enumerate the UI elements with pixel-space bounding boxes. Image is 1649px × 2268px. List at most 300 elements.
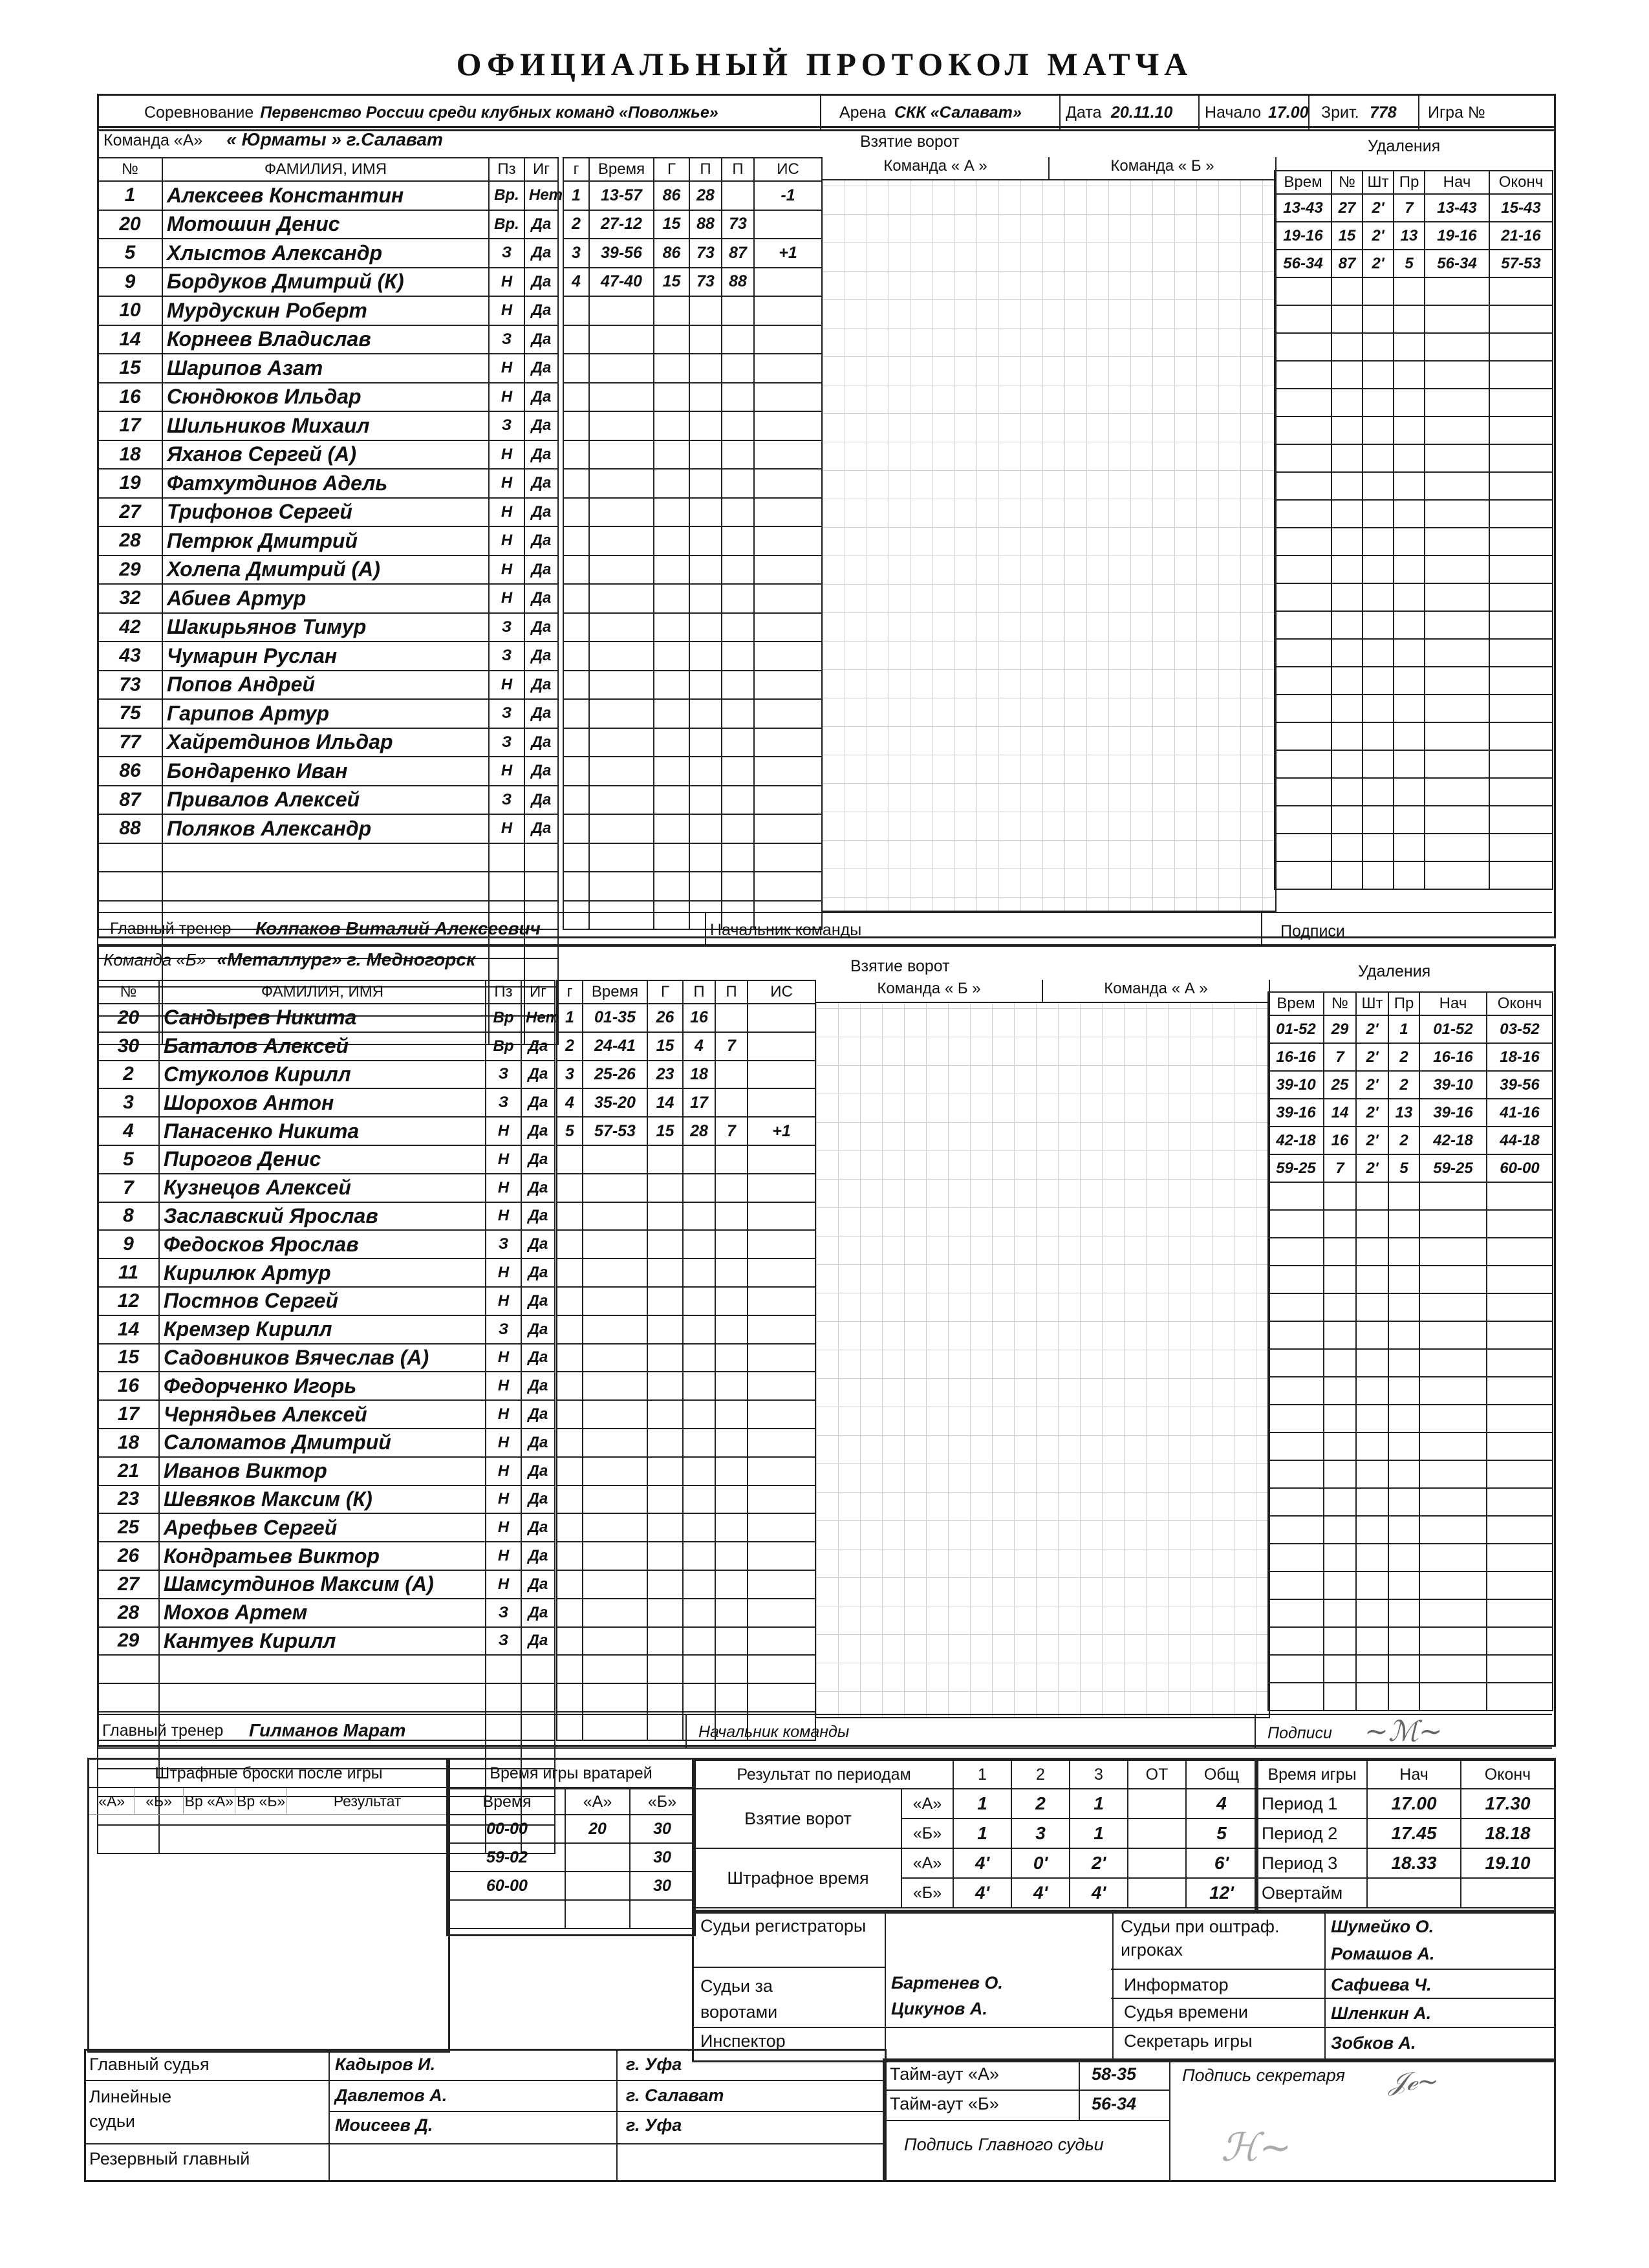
penalty-r bbox=[1394, 834, 1425, 861]
penalty-m bbox=[1356, 1238, 1388, 1266]
penalty-m: 2' bbox=[1363, 194, 1394, 222]
goal-assist-2 bbox=[722, 613, 754, 642]
goal-number bbox=[563, 872, 589, 901]
player-position: Н bbox=[486, 1400, 521, 1429]
penalty-e: 41-16 bbox=[1487, 1099, 1553, 1127]
table-row bbox=[98, 814, 558, 843]
penalty-r bbox=[1388, 1488, 1419, 1516]
table-row bbox=[1257, 1819, 1555, 1848]
player-number: 28 bbox=[98, 1599, 159, 1627]
goal-scorer: 86 bbox=[654, 239, 689, 268]
player-number: 27 bbox=[98, 498, 162, 527]
goal-assist-1 bbox=[689, 584, 722, 613]
goal-assist-2 bbox=[722, 699, 754, 728]
goal-is: +1 bbox=[748, 1117, 815, 1145]
period-value: 1 bbox=[1070, 1789, 1128, 1819]
start-label: Начало bbox=[1205, 103, 1262, 122]
team-b-side-b: Команда « Б » bbox=[816, 980, 1043, 1002]
goal-scorer bbox=[647, 1683, 683, 1712]
goal-assist-2 bbox=[715, 1287, 748, 1315]
table-row bbox=[98, 1230, 555, 1258]
table-row bbox=[1275, 583, 1553, 611]
team-b-name: «Металлург» г. Медногорск bbox=[217, 949, 476, 969]
penalty-r bbox=[1394, 861, 1425, 889]
table-row bbox=[98, 1117, 555, 1145]
goal-assist-1: 4 bbox=[683, 1032, 715, 1061]
goal-time bbox=[589, 383, 654, 412]
table-row bbox=[1268, 1655, 1553, 1683]
player-position: Н bbox=[489, 526, 524, 556]
table-row bbox=[563, 469, 822, 498]
player-played: Да bbox=[521, 1372, 555, 1400]
penalty-t bbox=[1275, 556, 1331, 583]
penalty-t bbox=[1268, 1182, 1324, 1210]
goal-scorer bbox=[647, 1258, 683, 1287]
player-played: Да bbox=[524, 411, 558, 440]
penalty-s bbox=[1425, 305, 1489, 333]
penalty-t bbox=[1268, 1266, 1324, 1293]
penalty-m: 2' bbox=[1356, 1154, 1388, 1182]
penalty-e bbox=[1487, 1349, 1553, 1377]
penalty-m bbox=[1363, 333, 1394, 361]
table-row bbox=[557, 1230, 815, 1258]
penalty-m bbox=[1356, 1599, 1388, 1627]
player-position: З bbox=[486, 1599, 521, 1627]
penalty-e bbox=[1487, 1432, 1553, 1460]
table-row bbox=[557, 1400, 815, 1429]
table-row bbox=[1268, 1154, 1553, 1182]
player-played: Да bbox=[524, 613, 558, 642]
penalty-m bbox=[1363, 389, 1394, 416]
penalty-s bbox=[1425, 333, 1489, 361]
goal-assist-2 bbox=[722, 181, 754, 210]
penalty-m: 2' bbox=[1363, 222, 1394, 250]
periods-title: Результат по периодам bbox=[695, 1760, 953, 1789]
player-position: З bbox=[486, 1627, 521, 1656]
penalty-t bbox=[1275, 750, 1331, 778]
table-row bbox=[557, 1683, 815, 1712]
goalie-col-header: «А» bbox=[565, 1789, 630, 1815]
player-name bbox=[159, 1655, 486, 1683]
goal-assist-2 bbox=[722, 498, 754, 527]
period-value bbox=[1128, 1878, 1186, 1908]
table-row bbox=[557, 1429, 815, 1457]
registrars-label: Судьи регистраторы bbox=[700, 1916, 867, 1936]
col-p-time: Врем bbox=[1268, 992, 1324, 1015]
penalty-n bbox=[1324, 1405, 1356, 1432]
player-number: 75 bbox=[98, 699, 162, 728]
goal-time bbox=[589, 440, 654, 470]
goal-time bbox=[583, 1287, 647, 1315]
penalty-r bbox=[1388, 1377, 1419, 1405]
team-a-label: Команда «А» bbox=[103, 131, 203, 149]
table-row bbox=[557, 1513, 815, 1542]
team-b-sign-label: Подписи bbox=[1267, 1724, 1332, 1742]
penalty-e bbox=[1487, 1321, 1553, 1349]
goal-number: 4 bbox=[563, 268, 589, 297]
goal-scorer bbox=[654, 526, 689, 556]
goal-scorer bbox=[647, 1429, 683, 1457]
penalty-m bbox=[1363, 611, 1394, 639]
team-a-label: «А» bbox=[901, 1848, 953, 1878]
penalty-r bbox=[1388, 1516, 1419, 1544]
table-row bbox=[563, 181, 822, 210]
goal-assist-2 bbox=[722, 642, 754, 671]
goal-assist-1 bbox=[683, 1315, 715, 1344]
team-b-pen-title: Удаления bbox=[1358, 962, 1431, 980]
goal-scorer bbox=[654, 556, 689, 585]
table-row bbox=[563, 354, 822, 383]
penalty-n bbox=[1324, 1377, 1356, 1405]
goal-number bbox=[557, 1287, 583, 1315]
goal-assist-2 bbox=[722, 786, 754, 815]
table-row bbox=[98, 1061, 555, 1089]
penalty-m: 2' bbox=[1356, 1071, 1388, 1099]
player-name: Иванов Виктор bbox=[159, 1457, 486, 1485]
table-row bbox=[1268, 1321, 1553, 1349]
goal-time bbox=[589, 411, 654, 440]
team-a-chief-label: Начальник команды bbox=[710, 921, 862, 939]
player-position: Н bbox=[486, 1117, 521, 1145]
table-row bbox=[1275, 528, 1553, 556]
penalty-s bbox=[1425, 500, 1489, 528]
table-row bbox=[1275, 556, 1553, 583]
table-row bbox=[557, 1004, 815, 1032]
penalty-m bbox=[1356, 1460, 1388, 1488]
goal-assist-2 bbox=[715, 1061, 748, 1089]
goal-assist-1 bbox=[683, 1145, 715, 1174]
penalty-m bbox=[1356, 1516, 1388, 1544]
goal-time bbox=[589, 642, 654, 671]
player-name: Шорохов Антон bbox=[159, 1088, 486, 1117]
spectators-value: 778 bbox=[1370, 103, 1397, 122]
player-played: Да bbox=[524, 728, 558, 757]
goal-is bbox=[748, 1683, 815, 1712]
goal-scorer bbox=[647, 1230, 683, 1258]
penalty-m bbox=[1363, 806, 1394, 834]
table-row bbox=[1268, 1432, 1553, 1460]
table-row bbox=[563, 671, 822, 700]
penalty-s bbox=[1419, 1460, 1487, 1488]
linesmen-label: Линейные судьи bbox=[89, 2087, 172, 2131]
player-number: 77 bbox=[98, 728, 162, 757]
player-position: Н bbox=[486, 1372, 521, 1400]
goal-time bbox=[589, 814, 654, 843]
penalty-m bbox=[1356, 1432, 1388, 1460]
penalty-e bbox=[1487, 1655, 1553, 1683]
table-row bbox=[695, 1848, 1257, 1878]
period-value bbox=[1128, 1819, 1186, 1848]
goal-assist-2: 73 bbox=[722, 210, 754, 239]
player-position: Н bbox=[486, 1542, 521, 1570]
period-start bbox=[1367, 1878, 1461, 1908]
penalty-s bbox=[1425, 472, 1489, 500]
goal-scorer: 86 bbox=[654, 181, 689, 210]
period-label: Период 1 bbox=[1257, 1789, 1367, 1819]
spectators-label: Зрит. bbox=[1321, 103, 1359, 122]
penalty-e bbox=[1489, 778, 1553, 806]
penalty-r bbox=[1388, 1544, 1419, 1571]
player-number: 5 bbox=[98, 1145, 159, 1174]
penalty-m: 2' bbox=[1356, 1015, 1388, 1043]
penalty-e bbox=[1489, 722, 1553, 750]
goal-is bbox=[754, 584, 822, 613]
table-row bbox=[1275, 472, 1553, 500]
penalty-n bbox=[1331, 416, 1363, 444]
goal-time bbox=[583, 1627, 647, 1656]
player-number bbox=[98, 843, 162, 872]
table-row bbox=[563, 786, 822, 815]
table-row bbox=[1268, 1182, 1553, 1210]
period-value: 4' bbox=[953, 1848, 1011, 1878]
player-played: Да bbox=[521, 1599, 555, 1627]
goal-number bbox=[557, 1315, 583, 1344]
player-name: Мурдускин Роберт bbox=[162, 296, 489, 325]
goal-assist-1: 28 bbox=[689, 181, 722, 210]
penalty-m bbox=[1363, 722, 1394, 750]
table-row bbox=[449, 1815, 695, 1843]
penalty-n bbox=[1331, 695, 1363, 722]
goals-label: Взятие ворот bbox=[695, 1789, 901, 1848]
penalty-n bbox=[1331, 361, 1363, 389]
penalty-s bbox=[1425, 583, 1489, 611]
penalty-e: 44-18 bbox=[1487, 1127, 1553, 1154]
goal-scorer bbox=[654, 786, 689, 815]
table-row bbox=[98, 671, 558, 700]
penalty-m bbox=[1356, 1349, 1388, 1377]
penalty-n bbox=[1324, 1182, 1356, 1210]
penalty-e bbox=[1489, 472, 1553, 500]
player-number: 73 bbox=[98, 671, 162, 700]
penalty-e bbox=[1489, 667, 1553, 695]
goal-number bbox=[563, 728, 589, 757]
penalty-r bbox=[1394, 556, 1425, 583]
goal-assist-1: 18 bbox=[683, 1061, 715, 1089]
table-row bbox=[1268, 1349, 1553, 1377]
timeout-b-label: Тайм-аут «Б» bbox=[890, 2094, 999, 2113]
penalty-n bbox=[1331, 277, 1363, 305]
player-played: Да bbox=[524, 239, 558, 268]
table-row bbox=[557, 1145, 815, 1174]
table-row bbox=[695, 1789, 1257, 1819]
player-name: Кондратьев Виктор bbox=[159, 1542, 486, 1570]
player-position: З bbox=[486, 1230, 521, 1258]
goal-assist-2 bbox=[722, 671, 754, 700]
player-position: Н bbox=[486, 1145, 521, 1174]
goal-judges-label: Судьи за воротами bbox=[700, 1976, 778, 2022]
penalty-n bbox=[1324, 1571, 1356, 1599]
player-number: 14 bbox=[98, 1315, 159, 1344]
goal-is bbox=[754, 757, 822, 786]
player-position: З bbox=[489, 325, 524, 354]
penalty-r bbox=[1388, 1460, 1419, 1488]
penalty-e bbox=[1487, 1460, 1553, 1488]
goalie-time-cell: 30 bbox=[630, 1815, 695, 1843]
table-row bbox=[1268, 1015, 1553, 1043]
goal-scorer: 15 bbox=[654, 210, 689, 239]
inspector-label: Инспектор bbox=[700, 2031, 786, 2051]
penalty-e: 15-43 bbox=[1489, 194, 1553, 222]
goal-assist-1: 88 bbox=[689, 210, 722, 239]
goal-assist-1: 73 bbox=[689, 268, 722, 297]
team-b-label: Команда «Б» bbox=[103, 950, 206, 969]
goal-is: +1 bbox=[754, 239, 822, 268]
player-position bbox=[489, 872, 524, 901]
goal-assist-2 bbox=[715, 1230, 748, 1258]
player-position: З bbox=[489, 786, 524, 815]
table-row bbox=[1275, 750, 1553, 778]
col-pos: Пз bbox=[486, 980, 521, 1004]
player-number: 88 bbox=[98, 814, 162, 843]
table-row bbox=[98, 843, 558, 872]
shootout-title: Штрафные броски после игры bbox=[89, 1760, 448, 1788]
player-name: Шакирьянов Тимур bbox=[162, 613, 489, 642]
player-number bbox=[98, 1683, 159, 1712]
goal-assist-2 bbox=[715, 1599, 748, 1627]
col-assist1: П bbox=[683, 980, 715, 1004]
penalty-r: 1 bbox=[1388, 1015, 1419, 1043]
col-assist2: П bbox=[722, 158, 754, 181]
penalty-r bbox=[1394, 695, 1425, 722]
goalie-time-cell: 00-00 bbox=[449, 1815, 565, 1843]
goal-assist-1 bbox=[683, 1542, 715, 1570]
penalty-t bbox=[1275, 444, 1331, 472]
player-number: 15 bbox=[98, 354, 162, 383]
player-number: 30 bbox=[98, 1032, 159, 1061]
goal-is bbox=[754, 786, 822, 815]
goal-number bbox=[563, 699, 589, 728]
table-row bbox=[1257, 1760, 1555, 1789]
goal-time bbox=[583, 1174, 647, 1202]
period-col-header: 3 bbox=[1070, 1760, 1128, 1789]
goal-assist-2: 88 bbox=[722, 268, 754, 297]
goal-is bbox=[754, 469, 822, 498]
period-value: 1 bbox=[953, 1789, 1011, 1819]
referees-box bbox=[84, 2049, 887, 2182]
table-row bbox=[98, 268, 558, 297]
penalty-s: 19-16 bbox=[1425, 222, 1489, 250]
penalty-n bbox=[1324, 1321, 1356, 1349]
penalty-m bbox=[1356, 1266, 1388, 1293]
player-name: Шевяков Максим (К) bbox=[159, 1485, 486, 1514]
table-row bbox=[98, 1542, 555, 1570]
period-value bbox=[1128, 1848, 1186, 1878]
penalty-n: 7 bbox=[1324, 1154, 1356, 1182]
col-scorer: Г bbox=[654, 158, 689, 181]
table-row bbox=[1275, 444, 1553, 472]
table-row bbox=[563, 498, 822, 527]
goal-assist-1 bbox=[683, 1485, 715, 1514]
goal-scorer bbox=[647, 1570, 683, 1599]
penalty-r bbox=[1394, 639, 1425, 667]
table-row bbox=[98, 699, 558, 728]
penalty-n: 27 bbox=[1331, 194, 1363, 222]
penalty-n bbox=[1324, 1655, 1356, 1683]
table-row bbox=[557, 1627, 815, 1656]
team-b-footer bbox=[97, 1714, 1552, 1749]
penalty-s bbox=[1425, 611, 1489, 639]
player-number: 4 bbox=[98, 1117, 159, 1145]
goal-assist-1 bbox=[689, 440, 722, 470]
period-end: 17.30 bbox=[1461, 1789, 1555, 1819]
period-col-header: 1 bbox=[953, 1760, 1011, 1789]
table-row bbox=[1268, 1516, 1553, 1544]
penalty-e bbox=[1487, 1488, 1553, 1516]
goal-assist-2 bbox=[722, 383, 754, 412]
goal-time bbox=[589, 296, 654, 325]
goal-time bbox=[583, 1372, 647, 1400]
goal-number bbox=[557, 1344, 583, 1372]
table-row bbox=[98, 1683, 555, 1712]
goal-scorer bbox=[654, 354, 689, 383]
goal-assist-1 bbox=[683, 1287, 715, 1315]
penalty-e: 03-52 bbox=[1487, 1015, 1553, 1043]
penalty-r bbox=[1388, 1405, 1419, 1432]
team-b-penalty-table bbox=[1267, 991, 1553, 1711]
goal-scorer: 26 bbox=[647, 1004, 683, 1032]
goal-assist-2 bbox=[715, 1400, 748, 1429]
goal-assist-2 bbox=[722, 843, 754, 872]
team-b-side-a: Команда « А » bbox=[1104, 980, 1208, 997]
table-row bbox=[98, 181, 558, 210]
col-p-time: Врем bbox=[1275, 171, 1331, 194]
table-row bbox=[98, 1599, 555, 1627]
col-time: Время bbox=[583, 980, 647, 1004]
period-value: 1 bbox=[953, 1819, 1011, 1848]
penalty-n: 29 bbox=[1324, 1015, 1356, 1043]
penalty-e bbox=[1489, 611, 1553, 639]
penalty-n bbox=[1331, 556, 1363, 583]
player-position: Н bbox=[489, 671, 524, 700]
goal-scorer bbox=[654, 843, 689, 872]
col-g: г bbox=[563, 158, 589, 181]
goal-assist-2 bbox=[722, 757, 754, 786]
goal-number bbox=[563, 383, 589, 412]
goal-assist-1 bbox=[683, 1599, 715, 1627]
player-name: Кремзер Кирилл bbox=[159, 1315, 486, 1344]
player-name: Петрюк Дмитрий bbox=[162, 526, 489, 556]
goal-assist-1 bbox=[683, 1627, 715, 1656]
goal-number bbox=[563, 526, 589, 556]
player-number: 2 bbox=[98, 1061, 159, 1089]
player-number: 27 bbox=[98, 1570, 159, 1599]
player-number: 9 bbox=[98, 1230, 159, 1258]
goal-scorer bbox=[654, 728, 689, 757]
goal-is bbox=[754, 556, 822, 585]
penalty-n bbox=[1331, 528, 1363, 556]
penalty-n bbox=[1331, 861, 1363, 889]
penalty-m bbox=[1356, 1321, 1388, 1349]
goal-number bbox=[557, 1145, 583, 1174]
table-row bbox=[1275, 778, 1553, 806]
goal-scorer bbox=[654, 411, 689, 440]
team-b-title bbox=[103, 949, 475, 970]
table-row bbox=[1275, 305, 1553, 333]
player-number: 18 bbox=[98, 440, 162, 470]
table-row bbox=[563, 296, 822, 325]
player-number: 16 bbox=[98, 1372, 159, 1400]
team-a-goals-title: Взятие ворот bbox=[860, 133, 960, 151]
goal-time: 57-53 bbox=[583, 1117, 647, 1145]
player-name: Постнов Сергей bbox=[159, 1287, 486, 1315]
player-name: Баталов Алексей bbox=[159, 1032, 486, 1061]
player-position: Вр. bbox=[489, 210, 524, 239]
goal-assist-2 bbox=[722, 440, 754, 470]
player-name: Шарипов Азат bbox=[162, 354, 489, 383]
goal-assist-2 bbox=[715, 1485, 748, 1514]
game-time-box bbox=[1255, 1758, 1556, 1914]
period-end: 19.10 bbox=[1461, 1848, 1555, 1878]
